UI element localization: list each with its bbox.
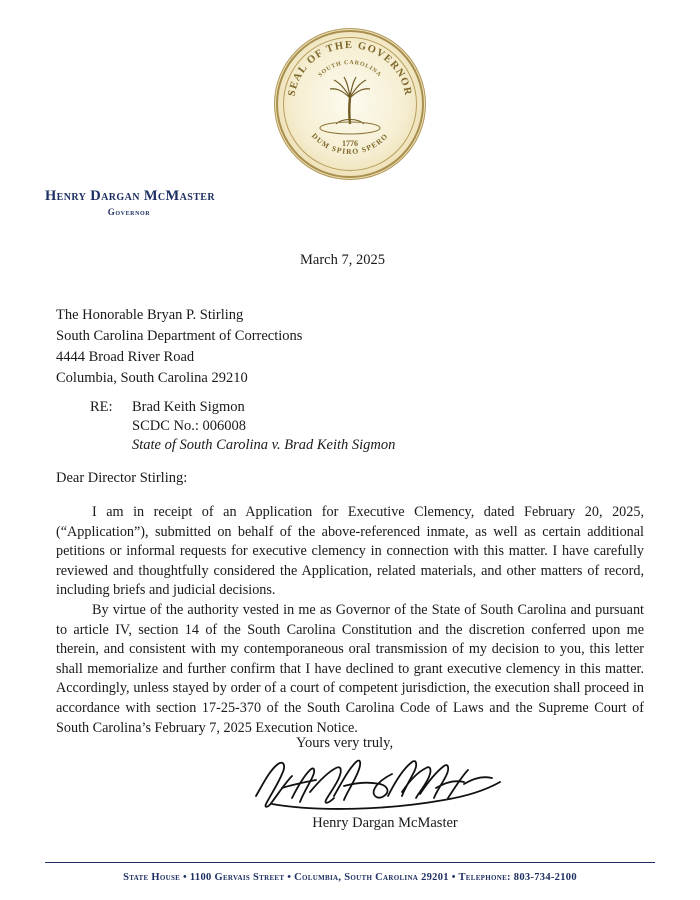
address-line-1: The Honorable Bryan P. Stirling: [56, 307, 244, 323]
address-line-3: 4444 Broad River Road: [56, 349, 195, 365]
re-case-caption: State of South Carolina v. Brad Keith Sigmon: [132, 437, 396, 453]
letterhead: [45, 188, 215, 217]
body-paragraph-1: I am in receipt of an Application for Executive Clemency, dated February 20, 2025, (“Application”), submitted on behalf of the above-referenced inmate, as well as certain additional petitions or informal requests for executive clemency in connection with this matter. I have carefully reviewed and thoughtfully considered the Application, related materials, and other matters of record, including briefs and judicial decisions.: [56, 504, 644, 599]
governor-seal-container: [0, 28, 700, 180]
re-inmate-name: Brad Keith Sigmon: [132, 399, 245, 415]
footer-address: State House • 1100 Gervais Street • Columbia, South Carolina 29201 • Telephone: 803-734-2100: [123, 872, 577, 883]
letter-date: March 7, 2025: [300, 252, 385, 268]
closing-phrase: Yours very truly,: [296, 735, 394, 751]
signature-image: [248, 752, 518, 814]
svg-text:DUM SPIRO SPERO: DUM SPIRO SPERO: [309, 131, 391, 157]
re-label: RE:: [90, 399, 113, 415]
svg-text:SEAL OF THE GOVERNOR: SEAL OF THE GOVERNOR: [286, 39, 414, 98]
re-row-name: [90, 398, 395, 417]
signature-name: Henry Dargan McMaster: [312, 815, 458, 831]
re-label-spacer-2: [90, 436, 132, 455]
address-line-4: Columbia, South Carolina 29210: [56, 370, 248, 386]
re-row-case: [90, 436, 395, 455]
salutation: Dear Director Stirling:: [56, 470, 188, 486]
body-paragraph-2: By virtue of the authority vested in me as Governor of the State of South Carolina and pursuant to article IV, section 14 of the South Carolina Constitution and the discretion conferred upon me therein, and consistent with my contemporaneous oral transmission of my decision to you, this letter shall memorialize and further confirm that I have declined to grant executive clemency in this matter. Accordingly, unless stayed by order of a court of competent jurisdiction, the execution shall proceed in accordance with section 17-25-370 of the South Carolina Code of Laws and the Supreme Court of South Carolina’s February 7, 2025 Execution Notice.: [56, 602, 644, 736]
governor-name: Henry Dargan McMaster: [45, 188, 215, 204]
svg-text:1776: 1776: [342, 139, 358, 148]
re-label-spacer: [90, 417, 132, 436]
re-scdc-number: SCDC No.: 006008: [132, 418, 247, 434]
svg-text:SOUTH CAROLINA: SOUTH CAROLINA: [317, 59, 383, 79]
recipient-address-block: [56, 305, 302, 389]
address-line-2: South Carolina Department of Corrections: [56, 328, 303, 344]
seal-of-the-governor-icon: [274, 28, 426, 180]
governor-title: Governor: [107, 207, 151, 217]
re-row-scdc: [90, 417, 395, 436]
footer-divider: [45, 862, 655, 863]
re-block: [90, 398, 395, 455]
